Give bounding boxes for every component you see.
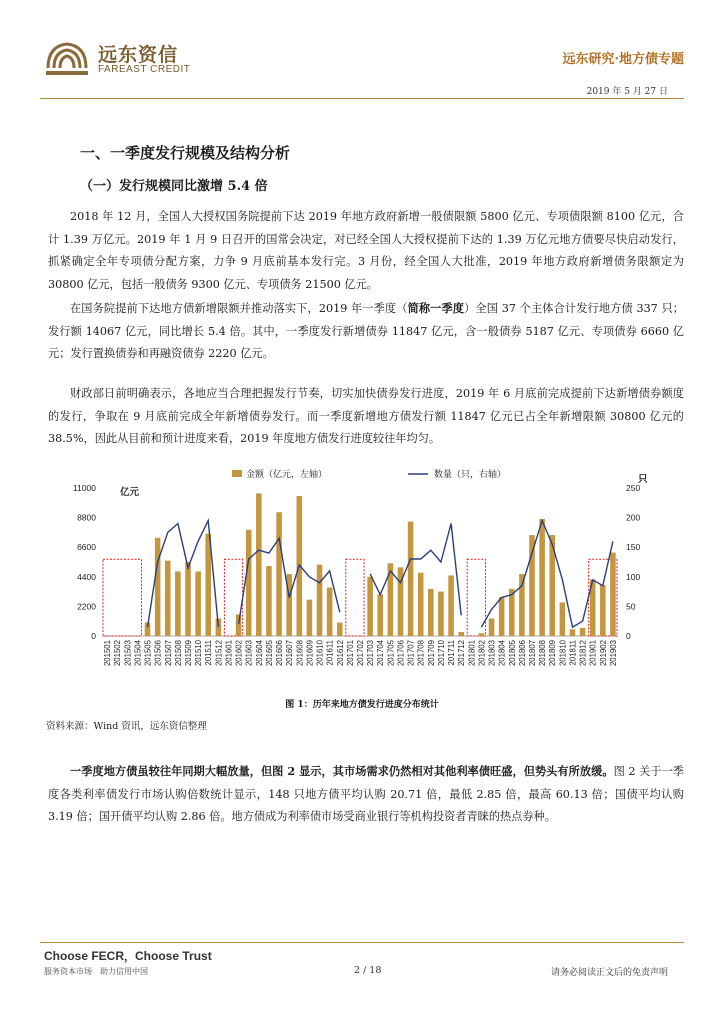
category-label: 201505 (143, 640, 153, 667)
disclaimer-note: 请务必阅读正文后的免责声明 (550, 968, 668, 978)
paragraph-4-bold-lead: 一季度地方债虽较往年同期大幅放量，但图 2 显示，其市场需求仍然相对其他利率债旺盛，但势头有所放缓。 (70, 764, 614, 778)
category-label: 201705 (386, 640, 396, 667)
header-divider (40, 98, 684, 99)
category-label: 201706 (396, 640, 406, 667)
category-label: 201703 (366, 640, 376, 667)
amount-bar (185, 562, 191, 636)
legend-swatch-amount (232, 470, 242, 477)
category-label: 201709 (426, 640, 436, 667)
category-label: 201507 (163, 640, 173, 667)
paragraph-2-part-c: ）全国 37 个主体合计发行地方债 337 只；发行额 14067 亿元，同比增长 5.4 倍。其中，一季度发行新增债券 11847 亿元，含一般债券 5187 亿元、专项债券 6660 亿元；发行置换债券和再融资债券 2220 亿元。 (48, 302, 684, 360)
amount-bar (246, 530, 252, 636)
fareast-logo-icon (44, 38, 90, 80)
amount-bar (458, 632, 464, 636)
amount-bar (307, 600, 313, 636)
amount-bar (195, 571, 201, 636)
category-label: 201604 (254, 640, 264, 667)
category-label: 201807 (528, 640, 537, 667)
amount-bar (408, 522, 414, 636)
footer-divider (40, 942, 684, 943)
category-label: 201602 (234, 640, 244, 667)
logo-chinese-name: 远东资信 (98, 44, 179, 66)
category-label: 201510 (194, 640, 204, 667)
paragraph-2-bold-term: 简称一季度 (407, 301, 465, 315)
paragraph-1: 2018 年 12 月，全国人大授权国务院提前下达 2019 年地方政府新增一般债限额 5800 亿元、专项债限额 8100 亿元，合计 1.39 万亿元。2019 年 1 月 9 日召开的国常会决定，对已经全国人大授权提前下达的 1.39 万亿元地方债要尽快启动发行，抓紧确定全年专项债分配方案，力争 9 月底前基本发行完。3 月份，经全国人大批准，2019 年地方政府新增债务限额定为 30800 亿元，包括一般债务 9300 亿元、专项债务 21500 亿元。 (48, 210, 684, 291)
amount-bar (610, 553, 616, 636)
amount-bar (377, 594, 383, 636)
category-label: 201509 (184, 640, 193, 667)
paragraph-4 (48, 760, 684, 829)
category-label: 201605 (264, 640, 274, 667)
logo-english-name: FAREAST CREDIT (98, 64, 191, 75)
footer-brand-slogan: Choose FECR，Choose Trust (44, 949, 212, 963)
amount-bar (499, 597, 505, 636)
amount-bar (570, 629, 576, 636)
category-label: 201710 (436, 640, 446, 667)
amount-bar (509, 589, 515, 636)
report-series-title: 远东研究·地方债专题 (562, 52, 684, 67)
right-axis-unit: 只 (638, 474, 648, 485)
category-label: 201708 (416, 640, 426, 667)
paragraph-2 (48, 297, 684, 366)
category-label: 201802 (477, 640, 487, 667)
category-label: 201506 (153, 640, 163, 667)
category-label: 201608 (295, 640, 305, 667)
category-label: 201803 (487, 640, 497, 667)
issuance-progress-chart (40, 466, 700, 694)
amount-bar (175, 571, 181, 636)
category-label: 201805 (507, 640, 517, 667)
amount-bar (155, 538, 161, 636)
category-label: 201812 (578, 640, 588, 667)
category-label: 201902 (598, 640, 608, 667)
category-label: 201612 (335, 640, 345, 667)
category-label: 201903 (608, 640, 618, 667)
category-label: 201606 (275, 640, 285, 667)
amount-bar (367, 577, 373, 636)
left-tick-label: 0 (91, 631, 96, 641)
amount-bar (165, 561, 171, 636)
report-date: 2019 年 5 月 27 日 (586, 87, 668, 97)
amount-bar (489, 619, 495, 636)
amount-bar (428, 589, 434, 636)
category-label: 201711 (447, 640, 457, 666)
right-tick-label: 200 (626, 512, 641, 523)
category-label: 201512 (214, 640, 224, 667)
left-axis-unit: 亿元 (120, 487, 140, 498)
amount-bar (418, 573, 424, 636)
amount-bar (600, 585, 606, 636)
category-label: 201601 (224, 640, 234, 667)
category-label: 201701 (345, 640, 355, 667)
category-label: 201508 (173, 640, 183, 667)
legend-label-amount: 金额（亿元，左轴） (246, 469, 328, 479)
category-label: 201610 (315, 640, 325, 667)
amount-bar (276, 512, 282, 636)
category-label: 201811 (568, 640, 578, 666)
subsection-heading: （一）发行规模同比激增 5.4 倍 (80, 179, 268, 194)
amount-bar (266, 566, 272, 636)
amount-bar (205, 534, 211, 636)
left-tick-label: 8800 (77, 512, 96, 523)
amount-bar (317, 565, 323, 636)
category-label: 201702 (356, 640, 365, 667)
category-label: 201504 (133, 640, 143, 667)
category-label: 201804 (497, 640, 507, 667)
category-label: 201712 (457, 640, 467, 667)
amount-bar (560, 602, 566, 636)
right-tick-label: 100 (626, 571, 641, 582)
amount-bar (448, 575, 454, 636)
category-label: 201704 (376, 640, 386, 667)
category-label: 201901 (588, 640, 598, 667)
section-heading: 一、一季度发行规模及结构分析 (80, 144, 291, 162)
right-tick-label: 0 (626, 631, 631, 641)
data-source-note: 资料来源：Wind 资讯，远东资信整理 (46, 721, 207, 732)
paragraph-4-body: 图 2 关于一季度各类利率债发行市场认购倍数统计显示，148 只地方债平均认购 20.71 倍，最低 2.85 倍，最高 60.13 倍；国债平均认购 3.19 倍；国开债平均认购 2.86 倍。地方债成为利率债市场受商业银行等机构投资者青睐的热点券种。 (48, 765, 684, 823)
count-line (370, 524, 461, 616)
amount-bar (479, 633, 485, 636)
category-label: 201611 (325, 640, 335, 666)
category-label: 201501 (103, 640, 113, 667)
right-tick-label: 50 (626, 601, 636, 612)
category-label: 201502 (113, 640, 123, 667)
right-tick-label: 250 (626, 483, 641, 493)
amount-bar (438, 592, 444, 636)
category-label: 201801 (467, 640, 477, 667)
category-label: 201511 (204, 640, 214, 666)
category-label: 201607 (285, 640, 295, 667)
paragraph-2-part-a: 在国务院提前下达地方债新增限额并推动落实下，2019 年一季度（ (70, 302, 408, 315)
amount-bar (236, 614, 242, 636)
category-label: 201809 (548, 640, 558, 667)
quarter-highlight-box (103, 559, 141, 636)
left-tick-label: 6600 (77, 542, 96, 553)
left-tick-label: 11000 (72, 483, 96, 493)
footer-tagline: 服务资本市场 助力信用中国 (44, 967, 148, 976)
amount-bar (327, 588, 333, 636)
page-number: 2 / 18 (354, 965, 382, 976)
figure-caption: 图 1：历年来地方债发行进度分布统计 (285, 700, 439, 710)
category-label: 201806 (517, 640, 527, 667)
amount-bar (529, 535, 535, 636)
right-tick-label: 150 (626, 542, 641, 553)
category-label: 201503 (123, 640, 133, 667)
category-label: 201808 (538, 640, 548, 667)
paragraph-3: 财政部日前明确表示，各地应当合理把握发行节奏，切实加快债券发行进度，2019 年 6 月底前完成提前下达新增债券额度的发行，争取在 9 月底前完成全年新增债券发行。而一季度新增地方债发行额 11847 亿元已占全年新增限额 30800 亿元的 38.5%，因此从目前和预计进度来看，2019 年度地方债发行进度较往年均匀。 (48, 387, 684, 445)
amount-bar (539, 519, 545, 636)
left-tick-label: 2200 (77, 601, 96, 612)
legend-label-count: 数量（只，右轴） (434, 469, 507, 479)
left-tick-label: 4400 (77, 571, 96, 582)
category-label: 201603 (244, 640, 254, 667)
amount-bar (256, 493, 262, 636)
category-label: 201810 (558, 640, 568, 667)
category-label: 201609 (305, 640, 315, 667)
amount-bar (580, 628, 586, 636)
category-label: 201707 (406, 640, 416, 667)
amount-bar (337, 623, 343, 636)
quarter-highlight-box (346, 559, 364, 636)
